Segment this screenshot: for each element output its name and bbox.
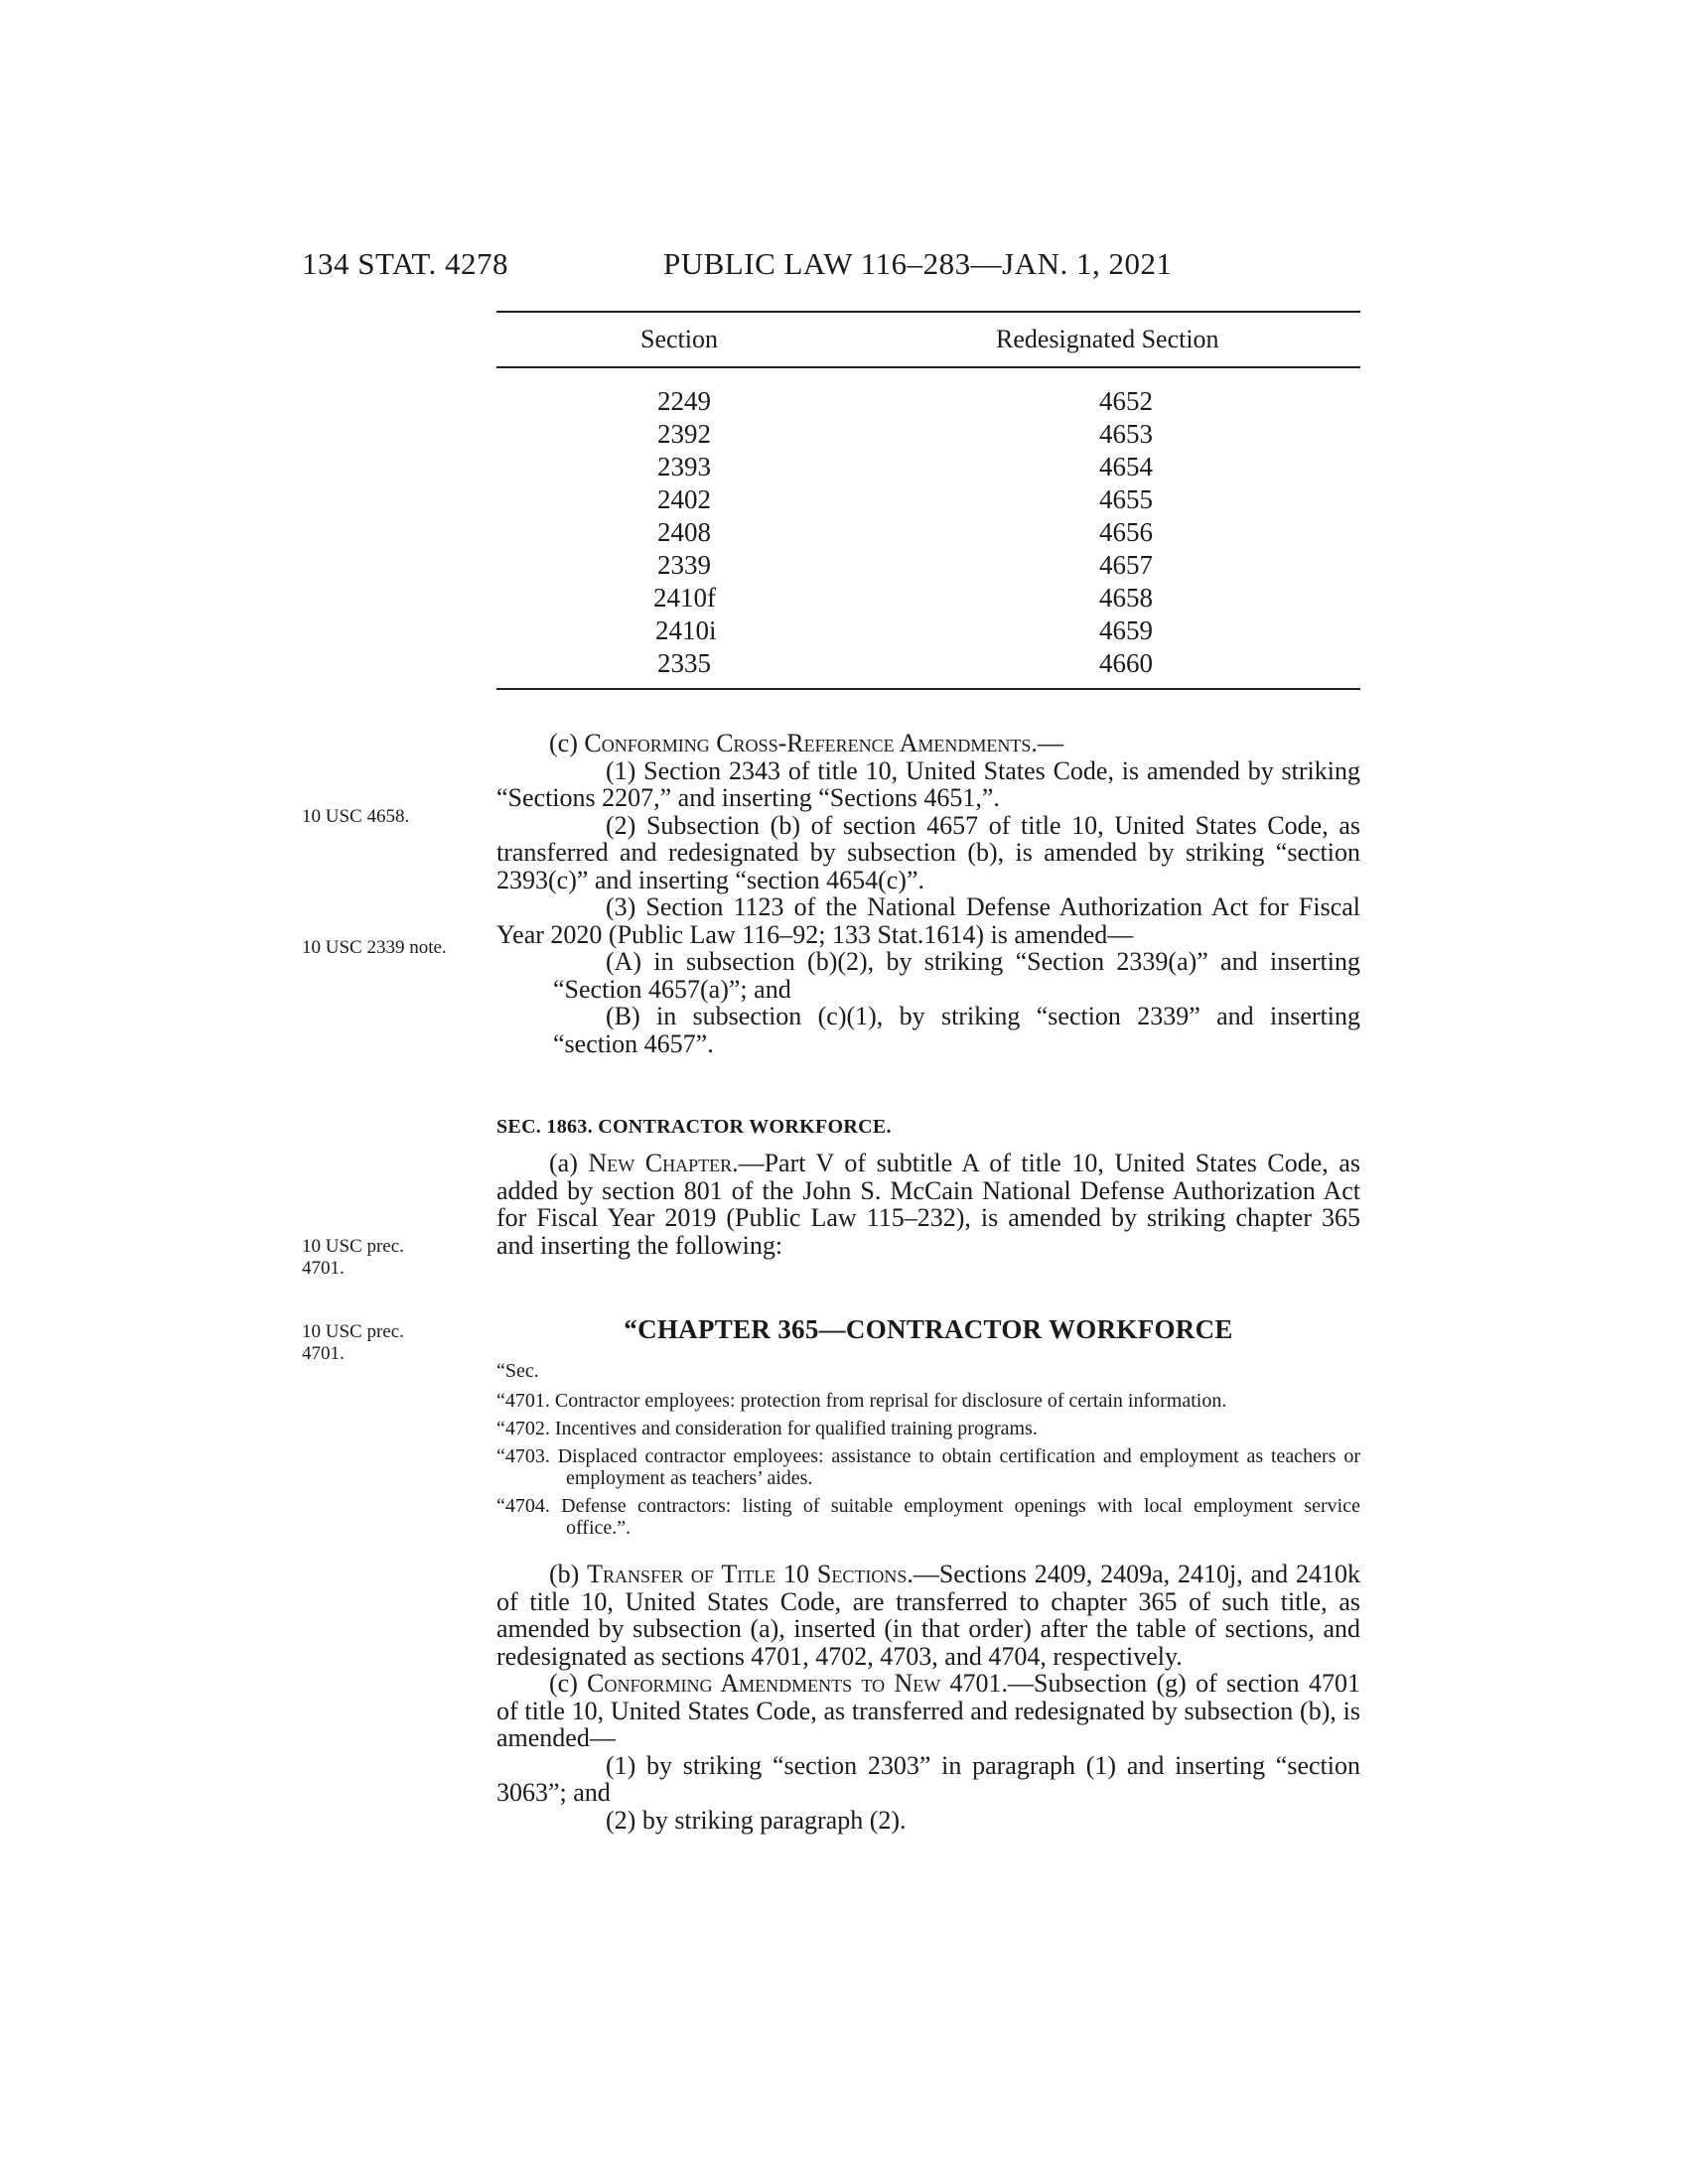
subsection-label: (c) — [549, 729, 585, 757]
margin-note: 10 USC 4658. — [302, 806, 410, 827]
table-bottom-rule — [496, 688, 1360, 690]
table-cell-section: 2249 — [657, 386, 711, 416]
table-cell-redesignated: 4659 — [1099, 615, 1153, 645]
toc-entry: “4704. Defense contractors: listing of suitable employment openings with local employment service office.”. — [496, 1495, 1360, 1539]
paragraph: (2) by striking paragraph (2). — [606, 1805, 907, 1835]
table-cell-section: 2410f — [653, 583, 716, 613]
table-cell-section: 2339 — [657, 550, 711, 580]
paragraph — [496, 1150, 1360, 1259]
paragraph: (2) Subsection (b) of section 4657 of title 10, United States Code, as transferred and redesignated by subsection (b), is amended by striking “section 2393(c)” and inserting “section 4654(c)”. — [496, 810, 1360, 894]
paragraph: (3) Section 1123 of the National Defense Authorization Act for Fiscal Year 2020 (Public Law 116–92; 133 Stat.1614) is amended— — [496, 892, 1360, 949]
paragraph — [496, 1561, 1360, 1670]
subsection-label: (b) — [549, 1560, 588, 1588]
section-heading: SEC. 1863. CONTRACTOR WORKFORCE. — [496, 1116, 892, 1138]
toc-entry: “4701. Contractor employees: protection from reprisal for disclosure of certain information. — [496, 1390, 1227, 1412]
subsection-title: Conforming Cross-Reference Amendments. — [584, 729, 1038, 757]
table-cell-redesignated: 4657 — [1099, 550, 1153, 580]
subsection-title: Transfer of Title 10 Sections. — [587, 1560, 914, 1588]
table-cell-section: 2335 — [657, 648, 711, 678]
subsection-a — [496, 1150, 1360, 1259]
toc-entry: “4703. Displaced contractor employees: assistance to obtain certification and employment as teachers or employment as teachers’ aides. — [496, 1445, 1360, 1489]
subparagraph: (A) in subsection (b)(2), by striking “Section 2339(a)” and inserting “Section 4657(a)”; and — [553, 947, 1360, 1004]
table-cell-redesignated: 4656 — [1099, 517, 1153, 547]
table-cell-redesignated: 4652 — [1099, 386, 1153, 416]
chapter-heading: “CHAPTER 365—CONTRACTOR WORKFORCE — [624, 1314, 1233, 1344]
table-cell-redesignated: 4655 — [1099, 484, 1153, 514]
table-cell-redesignated: 4654 — [1099, 452, 1153, 481]
subsection-text: —Part V of subtitle A of title 10, United States Code, as added by section 801 of the John S. McCain National Defense Authorization Act for Fiscal Year 2019 (Public Law 115–232), is amended by striking chapter 365 and inserting the following: — [496, 1149, 1361, 1260]
table-cell-redesignated: 4660 — [1099, 648, 1153, 678]
margin-note: 10 USC 2339 note. — [302, 937, 447, 958]
subsection-title: New Chapter. — [588, 1149, 739, 1177]
table-of-sections — [496, 1360, 1360, 1539]
subsection-text: —Sections 2409, 2409a, 2410j, and 2410k of title 10, United States Code, are transferred to chapter 365 of such title, as amended by subsection (a), inserted (in that order) after the table of sections, and redesignated as sections 4701, 4702, 4703, and 4704, respectively. — [496, 1560, 1360, 1671]
table-cell-redesignated: 4653 — [1099, 419, 1153, 449]
table-cell-redesignated: 4658 — [1099, 583, 1153, 613]
section-1863 — [496, 1114, 1360, 1142]
page-law-title: PUBLIC LAW 116–283—JAN. 1, 2021 — [663, 246, 1173, 281]
subsection-heading — [496, 730, 1360, 757]
subsection-title: Conforming Amendments to New 4701. — [587, 1669, 1009, 1698]
paragraph — [496, 1670, 1360, 1752]
paragraph: (1) Section 2343 of title 10, United States Code, is amended by striking “Sections 2207,” and inserting “Sections 4651,”. — [496, 755, 1360, 812]
subparagraph: (B) in subsection (c)(1), by striking “section 2339” and inserting “section 4657”. — [553, 1002, 1360, 1058]
subsection-b-and-c — [496, 1561, 1360, 1834]
cross-reference-amendments — [496, 730, 1360, 1057]
table-cell-section: 2392 — [657, 419, 711, 449]
table-cell-section: 2410i — [655, 615, 717, 645]
table-cell-section: 2408 — [657, 517, 711, 547]
table-cell-section: 2402 — [657, 484, 711, 514]
page-stat-number: 134 STAT. 4278 — [302, 246, 509, 281]
paragraph: (1) by striking “section 2303” in paragraph (1) and inserting “section 3063”; and — [496, 1750, 1360, 1807]
subsection-label: (a) — [549, 1149, 589, 1177]
subsection-text: —Subsection (g) of section 4701 of title 10, United States Code, as transferred and redesignated by subsection (b), is amended— — [496, 1669, 1360, 1752]
table-header-section: Section — [640, 325, 718, 353]
table-cell-section: 2393 — [657, 452, 711, 481]
chapter-block — [496, 1316, 1360, 1344]
toc-entry: “4702. Incentives and consideration for qualified training programs. — [496, 1418, 1038, 1439]
heading-dash: — — [1037, 729, 1063, 757]
margin-note: 10 USC prec. 4701. — [302, 1321, 404, 1364]
toc-sec-label: “Sec. — [496, 1360, 539, 1382]
table-top-rule — [496, 311, 1360, 313]
table-header-redesignated: Redesignated Section — [996, 325, 1219, 353]
subsection-label: (c) — [549, 1669, 588, 1698]
table-header-rule — [496, 366, 1360, 368]
margin-note: 10 USC prec. 4701. — [302, 1236, 404, 1279]
